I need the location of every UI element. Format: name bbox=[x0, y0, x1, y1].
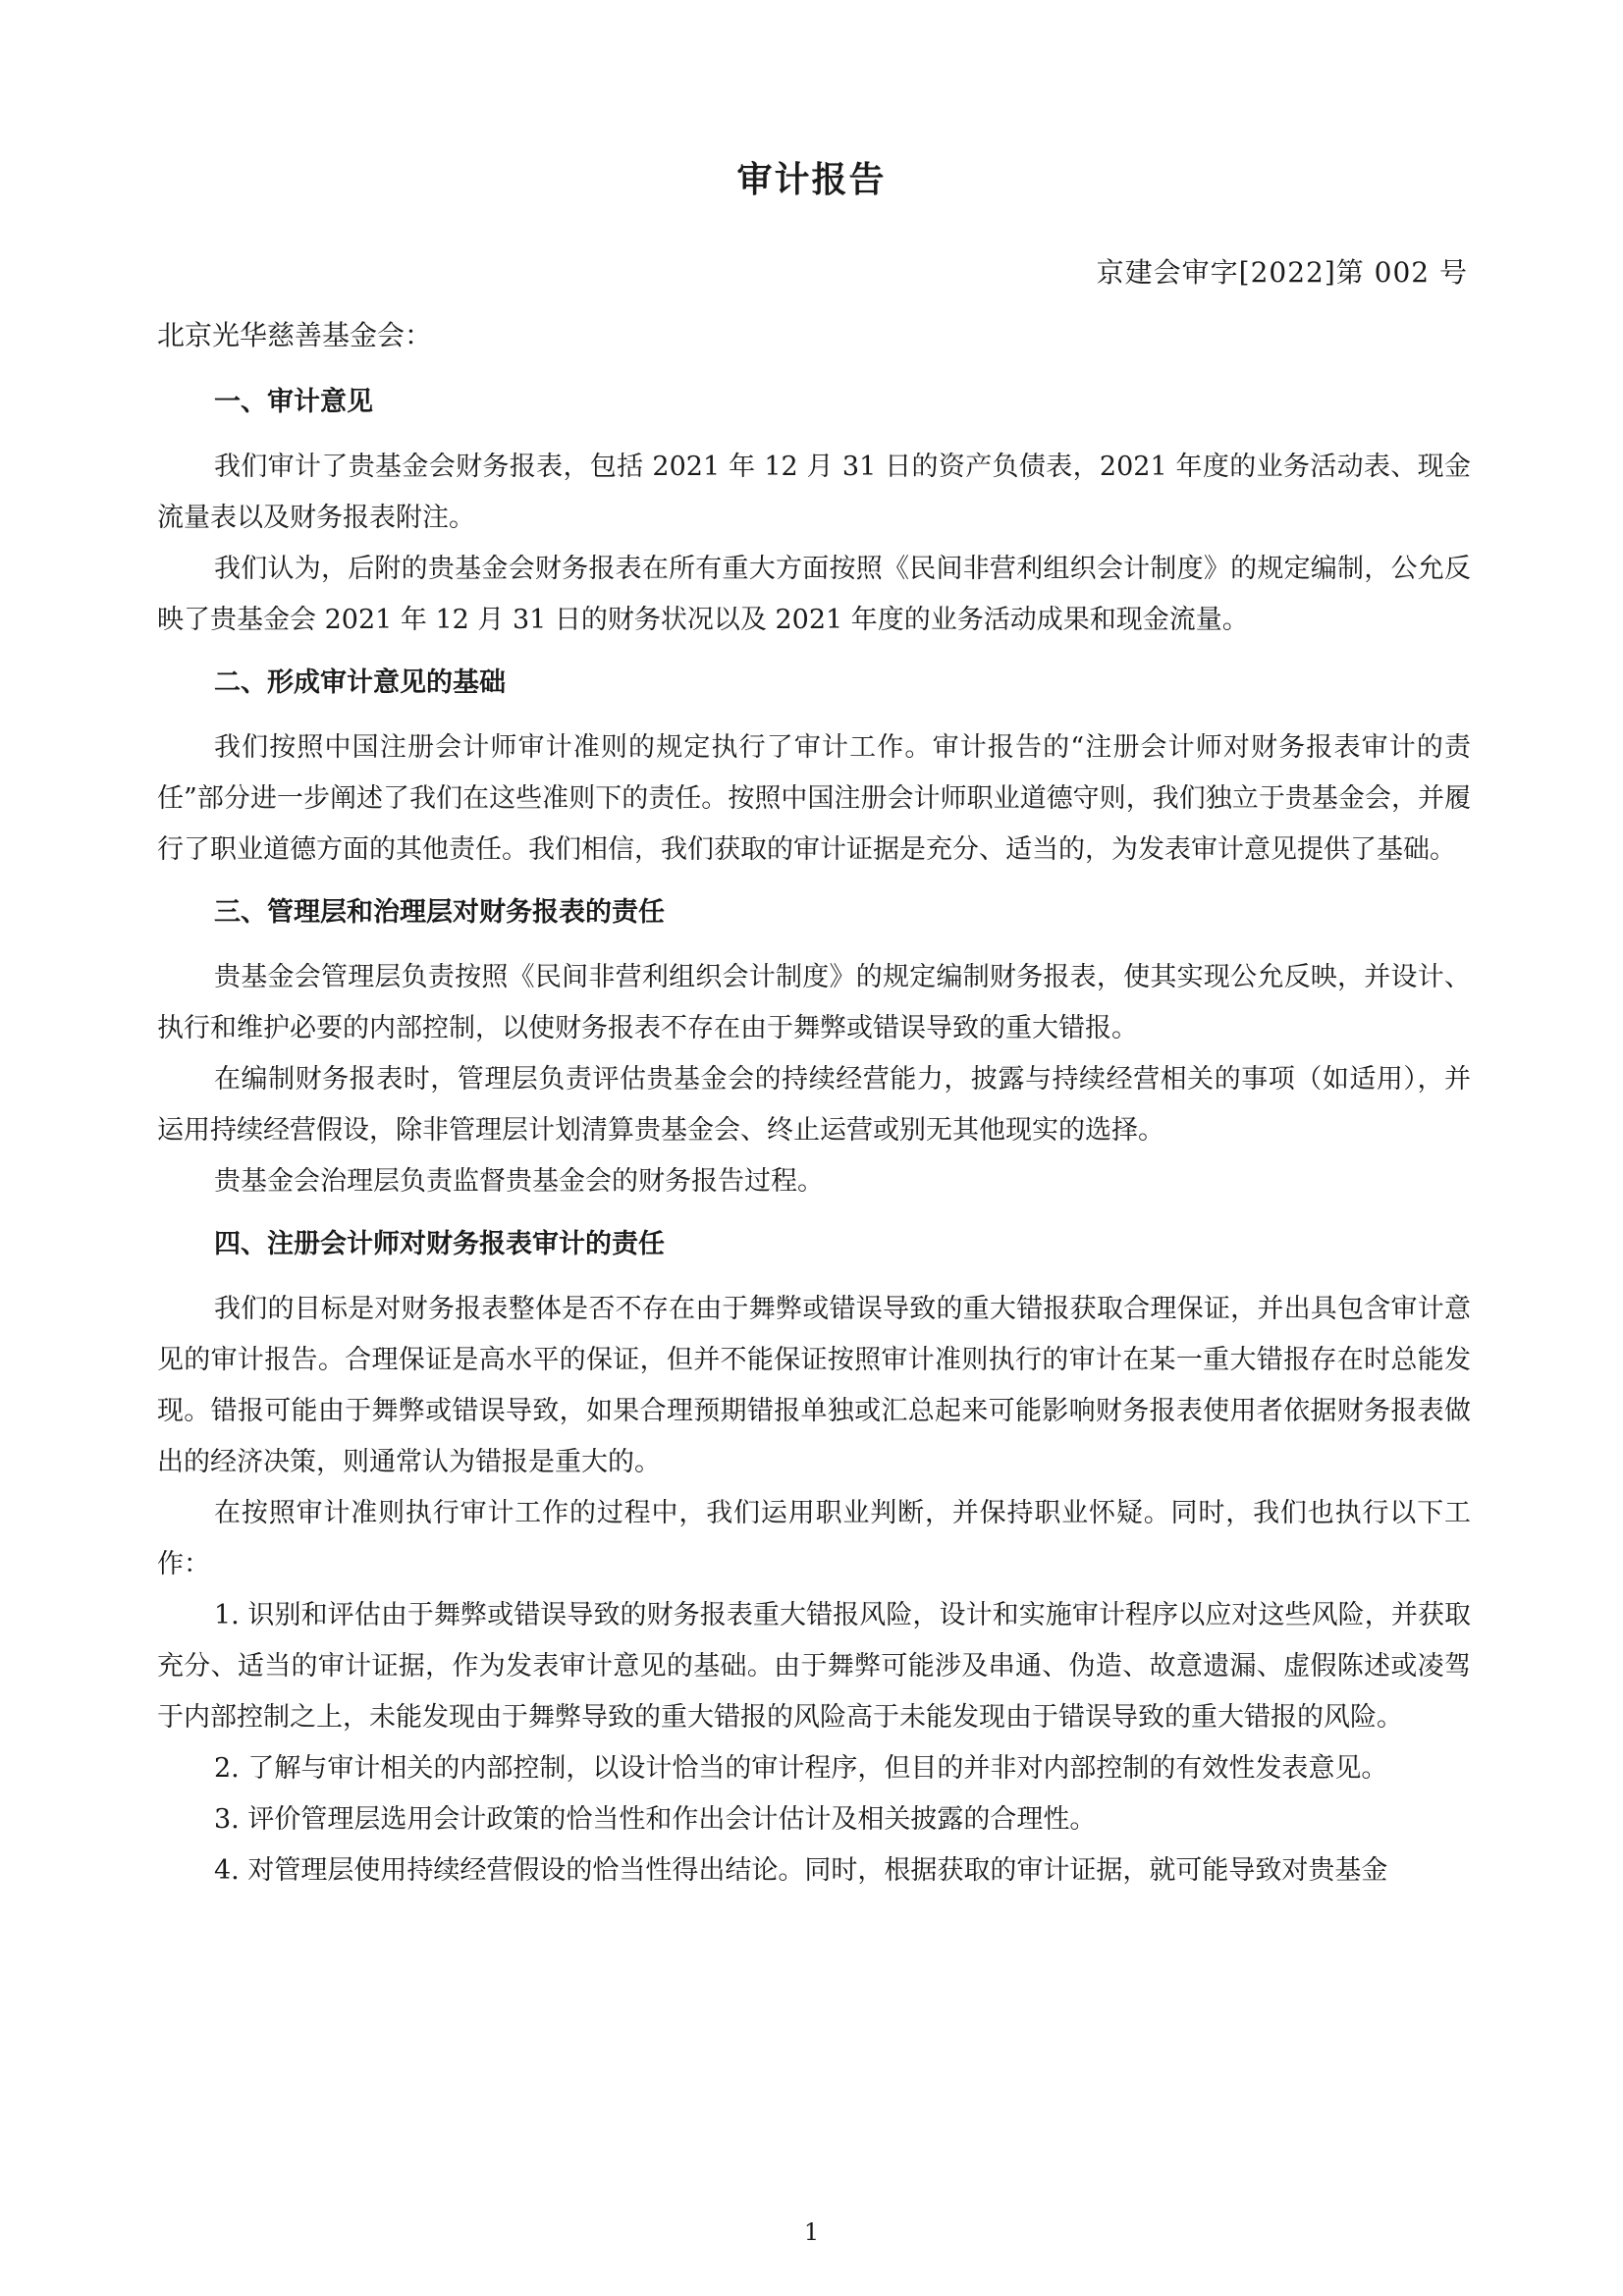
document-number: 京建会审字[2022]第 002 号 bbox=[1096, 256, 1468, 289]
addressee: 北京光华慈善基金会： bbox=[157, 319, 433, 351]
section-heading-basis: 二、形成审计意见的基础 bbox=[214, 667, 506, 698]
paragraph: 我们审计了贵基金会财务报表，包括 2021 年 12 月 31 日的资产负债表，2021 年度的业务活动表、现金流量表以及财务报表附注。 bbox=[157, 452, 1471, 533]
paragraph: 贵基金会管理层负责按照《民间非营利组织会计制度》的规定编制财务报表，使其实现公允反映，并设计、执行和维护必要的内部控制，以使财务报表不存在由于舞弊或错误导致的重大错报。 bbox=[157, 962, 1471, 1043]
paragraph: 我们认为，后附的贵基金会财务报表在所有重大方面按照《民间非营利组织会计制度》的规定编制，公允反映了贵基金会 2021 年 12 月 31 日的财务状况以及 2021 年度的业务活动成果和现金流量。 bbox=[157, 554, 1471, 635]
list-item: 3. 评价管理层选用会计政策的恰当性和作出会计估计及相关披露的合理性。 bbox=[214, 1804, 1097, 1835]
section-heading-auditor-responsibility: 四、注册会计师对财务报表审计的责任 bbox=[214, 1229, 665, 1259]
document-title: 审计报告 bbox=[736, 160, 887, 200]
paragraph: 贵基金会治理层负责监督贵基金会的财务报告过程。 bbox=[214, 1166, 824, 1197]
list-item: 1. 识别和评估由于舞弊或错误导致的财务报表重大错报风险，设计和实施审计程序以应对这些风险，并获取充分、适当的审计证据，作为发表审计意见的基础。由于舞弊可能涉及串通、伪造、故意遗漏、虚假陈述或凌驾于内部控制之上，未能发现由于舞弊导致的重大错报的风险高于未能发现由于错误导致的重大错报的风险。 bbox=[157, 1600, 1471, 1733]
paragraph: 在编制财务报表时，管理层负责评估贵基金会的持续经营能力，披露与持续经营相关的事项（如适用），并运用持续经营假设，除非管理层计划清算贵基金会、终止运营或别无其他现实的选择。 bbox=[157, 1064, 1471, 1146]
section-heading-management-responsibility: 三、管理层和治理层对财务报表的责任 bbox=[214, 897, 665, 928]
paragraph: 我们按照中国注册会计师审计准则的规定执行了审计工作。审计报告的“注册会计师对财务报表审计的责任”部分进一步阐述了我们在这些准则下的责任。按照中国注册会计师职业道德守则，我们独立于贵基金会，并履行了职业道德方面的其他责任。我们相信，我们获取的审计证据是充分、适当的，为发表审计意见提供了基础。 bbox=[157, 732, 1471, 865]
paragraph: 我们的目标是对财务报表整体是否不存在由于舞弊或错误导致的重大错报获取合理保证，并出具包含审计意见的审计报告。合理保证是高水平的保证，但并不能保证按照审计准则执行的审计在某一重大错报存在时总能发现。错报可能由于舞弊或错误导致，如果合理预期错报单独或汇总起来可能影响财务报表使用者依据财务报表做出的经济决策，则通常认为错报是重大的。 bbox=[157, 1294, 1471, 1477]
report-body bbox=[157, 369, 1471, 1896]
paragraph: 在按照审计准则执行审计工作的过程中，我们运用职业判断，并保持职业怀疑。同时，我们也执行以下工作： bbox=[157, 1498, 1471, 1579]
section-heading-opinion: 一、审计意见 bbox=[214, 387, 373, 417]
list-item: 4. 对管理层使用持续经营假设的恰当性得出结论。同时，根据获取的审计证据，就可能导致对贵基金 bbox=[214, 1855, 1388, 1886]
page-number: 1 bbox=[803, 2218, 820, 2246]
list-item: 2. 了解与审计相关的内部控制，以设计恰当的审计程序，但目的并非对内部控制的有效性发表意见。 bbox=[214, 1753, 1388, 1784]
